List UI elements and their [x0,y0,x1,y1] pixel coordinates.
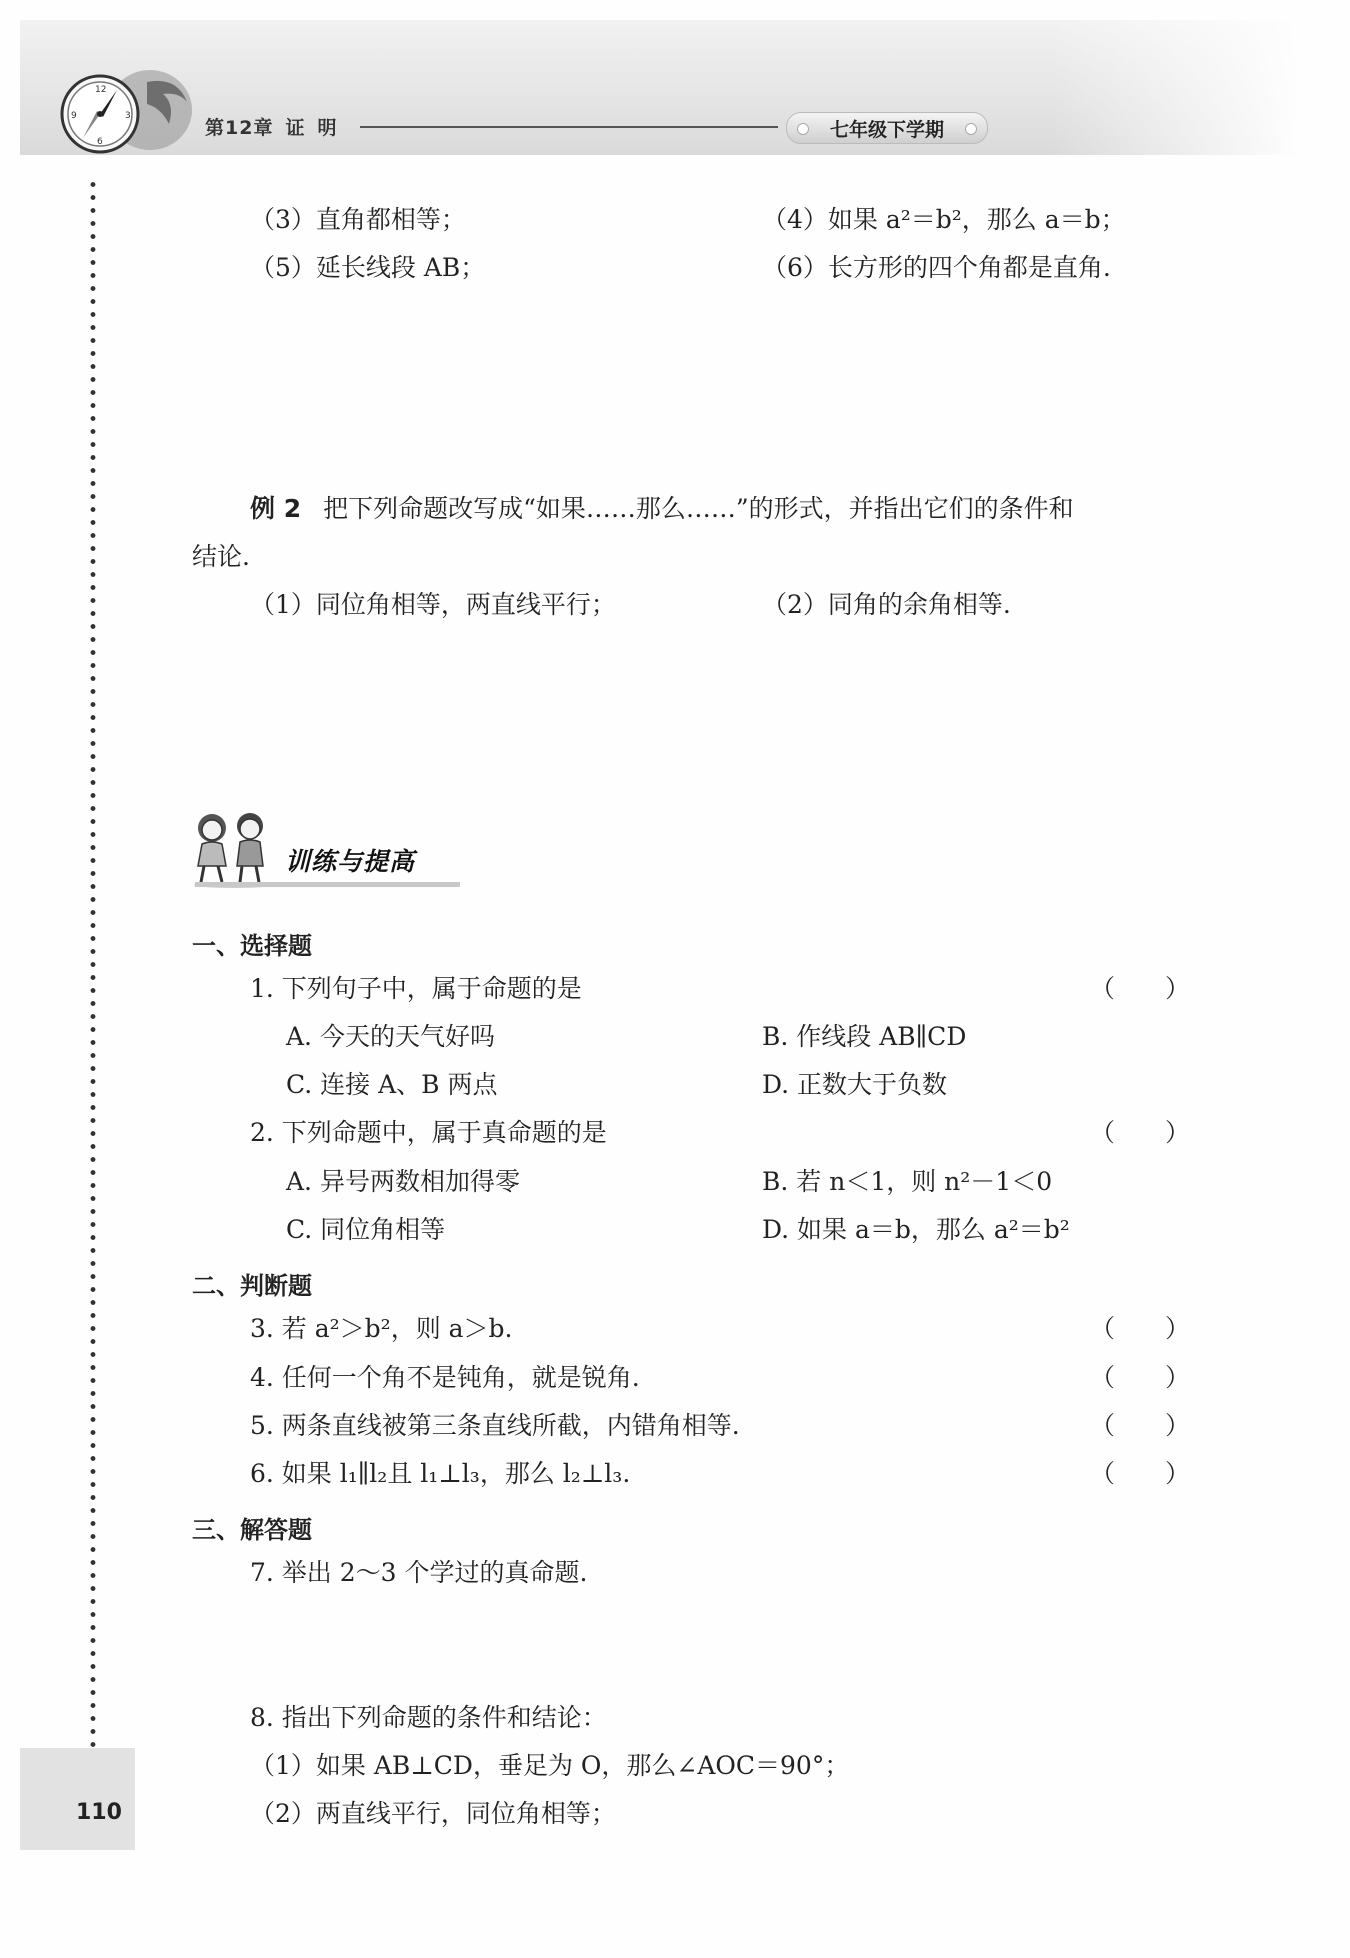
question-2-option-d: D. 如果 a＝b，那么 a²＝b² [762,1215,1070,1244]
chapter-title-1: 证 [285,117,306,139]
dotted-margin [90,178,96,1748]
svg-text:3: 3 [125,111,131,121]
pill-dot-left [797,123,809,135]
example-2-item-1: （1）同位角相等，两直线平行； [250,590,616,619]
item-3: （3）直角都相等； [250,205,466,234]
section-3-heading: 三、解答题 [192,1516,312,1544]
question-6-answer-blank: （ ） [1090,1459,1191,1488]
example-2-text: 把下列命题改写成“如果……那么……”的形式，并指出它们的条件和 [323,494,1074,523]
question-1-option-d: D. 正数大于负数 [762,1070,948,1099]
question-3-answer-blank: （ ） [1090,1314,1191,1343]
question-4: 4. 任何一个角不是钝角，就是锐角. [250,1363,640,1392]
question-1-option-c: C. 连接 A、B 两点 [286,1070,498,1099]
grade-label: 七年级下学期 [829,118,944,141]
svg-text:6: 6 [97,137,103,147]
question-2-option-c: C. 同位角相等 [286,1215,446,1244]
page-number: 110 [76,1800,122,1825]
question-7: 7. 举出 2～3 个学过的真命题. [250,1558,588,1587]
training-title: 训练与提高 [285,847,416,876]
chapter-label [205,113,337,140]
question-2: 2. 下列命题中，属于真命题的是 [250,1118,607,1147]
question-6: 6. 如果 l₁∥l₂且 l₁⊥l₃，那么 l₂⊥l₃. [250,1459,631,1488]
header-rule [360,126,778,128]
question-1-option-b: B. 作线段 AB∥CD [762,1022,967,1051]
grade-pill [786,112,988,144]
question-1-option-a: A. 今天的天气好吗 [286,1022,495,1051]
training-rule [195,882,460,887]
kids-illustration-icon [190,808,280,888]
pill-dot-right [965,123,977,135]
header-band-fade [1050,20,1330,155]
question-2-option-b: B. 若 n＜1，则 n²－1＜0 [762,1167,1053,1196]
question-8-item-2: （2）两直线平行，同位角相等； [250,1799,616,1828]
item-5: （5）延长线段 AB； [250,253,486,282]
section-1-heading: 一、选择题 [192,932,312,960]
example-2-item-2: （2）同角的余角相等. [762,590,1011,619]
example-2-label: 例 2 [250,494,302,523]
example-2-line-2: 结论. [192,542,250,571]
chapter-title-2: 明 [317,117,338,139]
question-4-answer-blank: （ ） [1090,1363,1191,1392]
chapter-number: 第12章 [205,117,274,139]
question-8-item-1: （1）如果 AB⊥CD，垂足为 O，那么∠AOC＝90°； [250,1751,850,1780]
item-4: （4）如果 a²＝b²，那么 a＝b； [762,205,1126,234]
page-number-box [20,1748,135,1850]
question-1: 1. 下列句子中，属于命题的是 [250,974,582,1003]
question-8: 8. 指出下列命题的条件和结论： [250,1703,607,1732]
question-1-answer-blank: （ ） [1090,974,1191,1003]
question-3: 3. 若 a²＞b²，则 a＞b. [250,1314,513,1343]
svg-text:9: 9 [71,111,77,121]
question-2-answer-blank: （ ） [1090,1118,1191,1147]
compass-logo-icon [55,62,195,162]
section-2-heading: 二、判断题 [192,1272,312,1300]
item-6: （6）长方形的四个角都是直角. [762,253,1111,282]
question-5: 5. 两条直线被第三条直线所截，内错角相等. [250,1411,740,1440]
question-2-option-a: A. 异号两数相加得零 [286,1167,520,1196]
svg-text:12: 12 [95,85,107,95]
example-2-line-1 [250,493,1074,525]
question-5-answer-blank: （ ） [1090,1411,1191,1440]
